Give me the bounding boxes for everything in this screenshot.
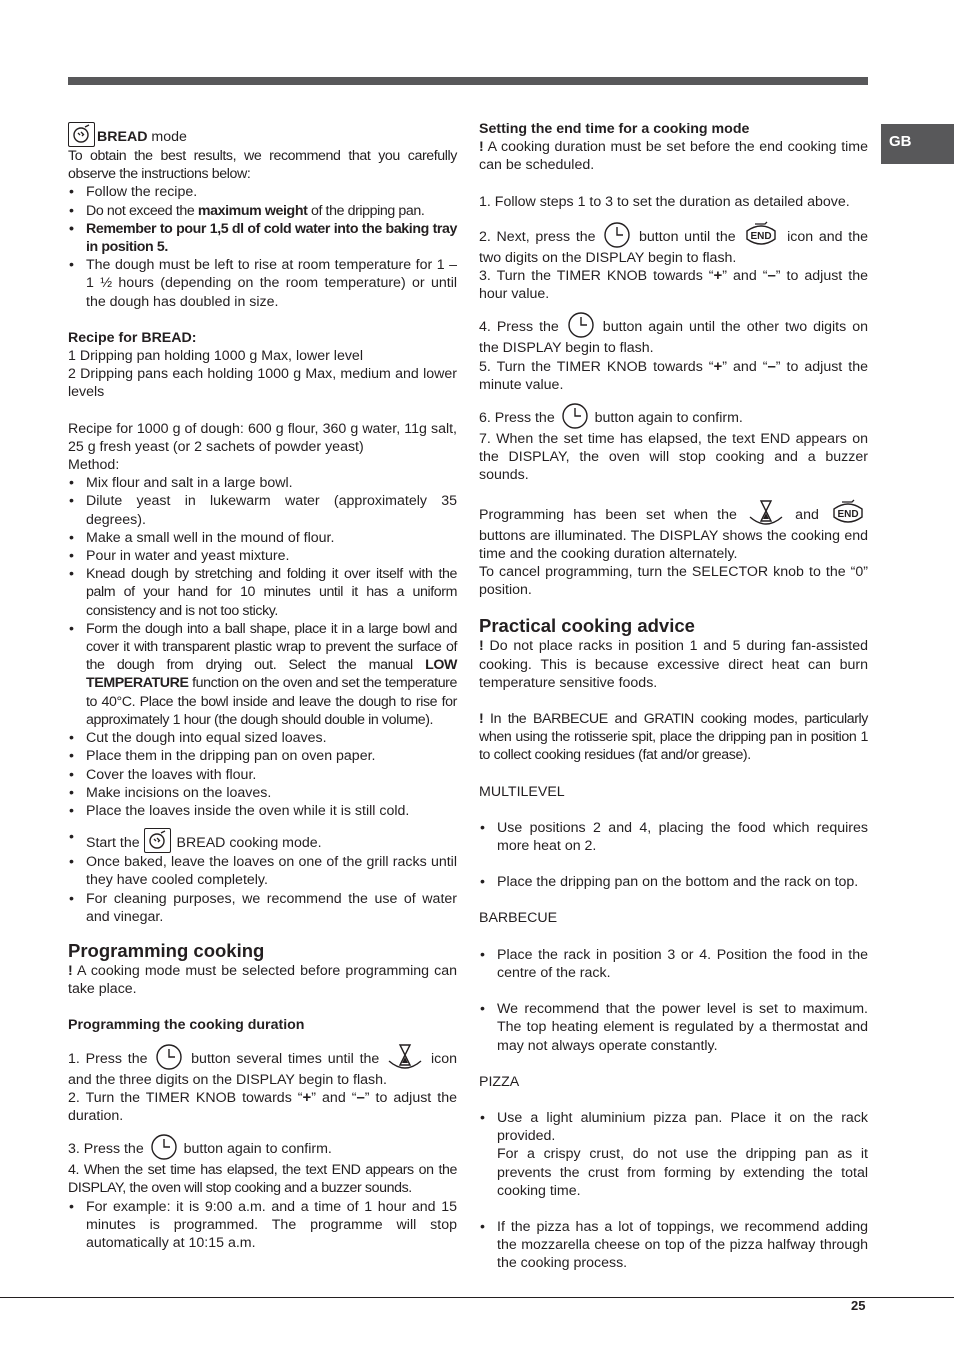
list-item: • Follow the recipe. xyxy=(68,183,457,201)
end-step-5: 5. Turn the TIMER KNOB towards “+” and “–” to adjust the minute value. xyxy=(479,357,868,393)
end-time-note: ! A cooking duration must be set before the end cooking time can be scheduled. xyxy=(479,139,868,174)
list-item: • Pour in water and yeast mixture. xyxy=(68,547,457,565)
end-step-6: 6. Press the button again to confirm. xyxy=(479,402,868,430)
list-item: • Cover the loaves with flour. xyxy=(68,766,457,784)
multilevel-label: MULTILEVEL xyxy=(479,783,565,800)
recipe-line: 2 Dripping pans each holding 1000 g Max, medium and lower levels xyxy=(68,366,457,401)
page-number: 25 xyxy=(851,1298,866,1313)
method-label: Method: xyxy=(68,457,120,474)
duration-title: Programming the cooking duration xyxy=(68,1017,305,1034)
programming-set-text: Programming has been set when the and END buttons are illuminated. The DISPLAY shows the cooking end time and the cooking duration alternately. xyxy=(479,499,868,563)
end-time-title: Setting the end time for a cooking mode xyxy=(479,121,750,137)
list-item: • For cleaning purposes, we recommend the use of water and vinegar. xyxy=(68,890,457,926)
recipe-dough: Recipe for 1000 g of dough: 600 g flour, 360 g water, 11g salt, 25 g fresh yeast (or 2 sachets of powder yeast) xyxy=(68,420,457,455)
method-list xyxy=(68,474,457,926)
hourglass-icon xyxy=(387,1043,423,1071)
list-item: • Form the dough into a ball shape, place it in a large bowl and cover it with transparent plastic wrap to prevent the surface of the dough from drying out. Select the manual LOW TEMPERATURE function on the oven and set the temperature to 40°C. Place the bowl inside and leave the dough to rise for approximately 1 hour (the dough should double in volume). xyxy=(68,620,457,729)
header-rule xyxy=(68,77,868,85)
list-item: • Make incisions on the loaves. xyxy=(68,784,457,802)
bread-mode-icon xyxy=(68,122,95,147)
duration-step-1: 1. Press the button several times until the icon and the three digits on the DISPLAY begin to flash. xyxy=(68,1043,457,1089)
list-item: • The dough must be left to rise at room temperature for 1 – 1 ½ hours (depending on the room temperature) or until the dough has doubled in size. xyxy=(68,256,457,311)
list-item: • Mix flour and salt in a large bowl. xyxy=(68,474,457,492)
clock-icon xyxy=(150,1133,178,1161)
list-item: • Once baked, leave the loaves on one of the grill racks until they have cooled completely. xyxy=(68,853,457,889)
list-item: • Dilute yeast in lukewarm water (approximately 35 degrees). xyxy=(68,492,457,528)
list-item: • For example: it is 9:00 a.m. and a time of 1 hour and 15 minutes is programmed. The programme will stop automatically at 10:15 a.m. xyxy=(68,1198,457,1253)
list-item: • Knead dough by stretching and folding it over itself with the palm of your hand for 10 minutes until it has a uniform consistency and is not too sticky. xyxy=(68,565,457,620)
list-item: • Use a light aluminium pizza pan. Place it on the rack provided. For a crispy crust, do not use the dripping pan as it prevents the crust from forming by extending the total cooking time. xyxy=(479,1109,868,1200)
end-step-2: 2. Next, press the button until the END icon and the two digits on the DISPLAY begin to flash. xyxy=(479,221,868,267)
list-item: • Place the rack in position 3 or 4. Position the food in the centre of the rack. xyxy=(479,946,868,982)
pizza-label: PIZZA xyxy=(479,1073,520,1090)
barbecue-label: BARBECUE xyxy=(479,910,558,927)
programming-title: Programming cooking xyxy=(68,939,265,961)
end-icon xyxy=(743,221,779,249)
list-item: • We recommend that the power level is set to maximum. The top heating element is regulated by a thermostat and may not always operate constantly. xyxy=(479,1000,868,1055)
left-column xyxy=(68,120,457,1252)
advice-note-1: ! Do not place racks in position 1 and 5 during fan-assisted cooking. This is because excessive direct heat can burn temperature sensitive foods. xyxy=(479,638,868,691)
intro-text: To obtain the best results, we recommend that you carefully observe the instructions below: xyxy=(68,148,457,183)
programming-note: ! A cooking mode must be selected before programming can take place. xyxy=(68,962,457,998)
bread-mode-icon xyxy=(144,828,171,853)
duration-step-3: 3. Press the button again to confirm. xyxy=(68,1133,457,1161)
clock-icon xyxy=(567,311,595,339)
end-step-1: 1. Follow steps 1 to 3 to set the duration as detailed above. xyxy=(479,193,850,210)
end-icon xyxy=(830,499,866,527)
list-item: • Make a small well in the mound of flour. xyxy=(68,529,457,547)
bread-mode-heading: BREAD mode xyxy=(68,122,457,147)
duration-step-2: 2. Turn the TIMER KNOB towards “+” and “–” to adjust the duration. xyxy=(68,1088,457,1124)
clock-icon xyxy=(155,1043,183,1071)
multilevel-list xyxy=(479,819,868,892)
list-item: • Do not exceed the maximum weight of the dripping pan. xyxy=(68,202,457,220)
pizza-list xyxy=(479,1109,868,1273)
list-item: • Remember to pour 1,5 dl of cold water into the baking tray in position 5. xyxy=(68,220,457,256)
list-item: • Cut the dough into equal sized loaves. xyxy=(68,729,457,747)
right-column xyxy=(479,120,868,1273)
duration-step-4: 4. When the set time has elapsed, the text END appears on the DISPLAY, the oven will stop cooking and a buzzer sounds. xyxy=(68,1162,457,1197)
end-step-4: 4. Press the button again until the other two digits on the DISPLAY begin to flash. xyxy=(479,311,868,357)
end-icon-label: END xyxy=(750,230,772,242)
cancel-text: To cancel programming, turn the SELECTOR knob to the “0” position. xyxy=(479,564,868,599)
language-tab: GB xyxy=(881,124,954,164)
list-item: • Place the dripping pan on the bottom and the rack on top. xyxy=(479,873,868,891)
advice-title: Practical cooking advice xyxy=(479,615,695,637)
end-icon-label: END xyxy=(837,508,859,520)
clock-icon xyxy=(561,402,589,430)
list-item: • Place the loaves inside the oven while it is still cold. xyxy=(68,802,457,820)
clock-icon xyxy=(603,221,631,249)
end-step-7: 7. When the set time has elapsed, the text END appears on the DISPLAY, the oven will stop cooking and a buzzer sounds. xyxy=(479,431,868,484)
list-item: • Start the BREAD cooking mode. xyxy=(68,828,457,853)
list-item: • Use positions 2 and 4, placing the food which requires more heat on 2. xyxy=(479,819,868,855)
recipe-title: Recipe for BREAD: xyxy=(68,329,197,346)
duration-example-list xyxy=(68,1198,457,1253)
bread-instructions-list xyxy=(68,183,457,310)
list-item: • Place them in the dripping pan on oven paper. xyxy=(68,747,457,765)
barbecue-list xyxy=(479,946,868,1055)
footer-rule xyxy=(0,1297,954,1298)
end-step-3: 3. Turn the TIMER KNOB towards “+” and “–” to adjust the hour value. xyxy=(479,267,868,303)
hourglass-icon xyxy=(748,499,784,527)
recipe-line: 1 Dripping pan holding 1000 g Max, lower level xyxy=(68,348,363,365)
list-item: • If the pizza has a lot of toppings, we recommend adding the mozzarella cheese on top of the pizza halfway through the cooking process. xyxy=(479,1218,868,1273)
advice-note-2: ! In the BARBECUE and GRATIN cooking modes, particularly when using the rotisserie spit, place the dripping pan in position 1 to collect cooking residues (fat and/or grease). xyxy=(479,711,868,764)
